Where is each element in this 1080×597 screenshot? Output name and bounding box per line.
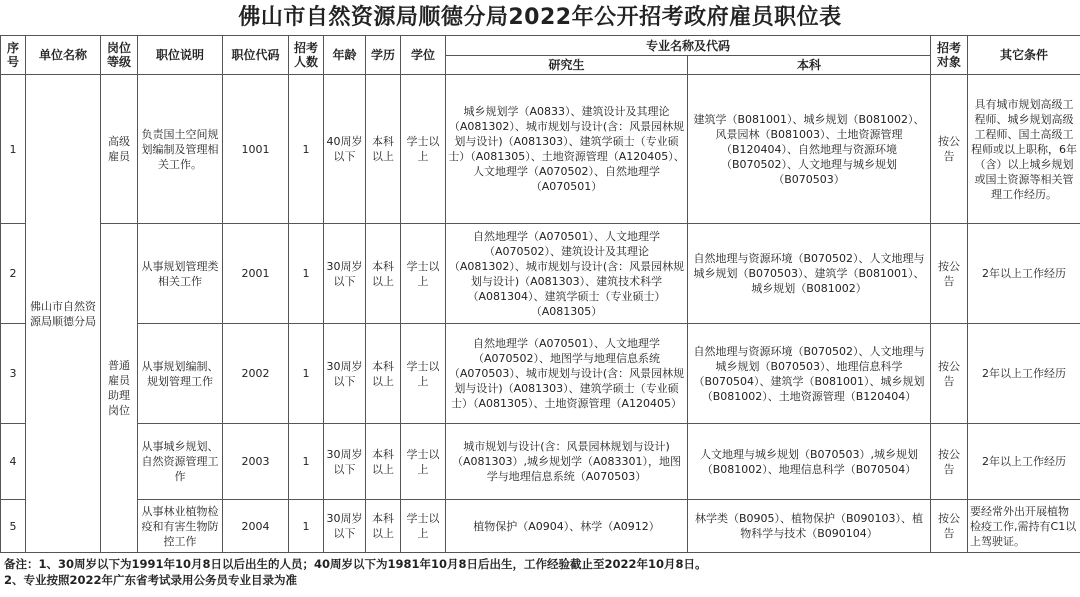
cell-other: 要经常外出开展植物检疫工作,需持有C1以上驾驶证。 <box>968 500 1080 553</box>
header-grad: 研究生 <box>446 56 688 75</box>
cell-grad: 城乡规划学（A0833）、建筑设计及其理论（A081302）、城市规划与设计(含：风景园林规划与设计)（A081303）、建筑学硕士（专业硕士）（A081305）、土地资源管理（A120405）、人文地理学（A070502）、自然地理学（A070501） <box>446 75 688 224</box>
cell-age: 40周岁以下 <box>324 75 366 224</box>
cell-desc: 从事林业植物检疫和有害生物防控工作 <box>138 500 223 553</box>
cell-degree: 学士以上 <box>401 424 446 500</box>
header-major: 专业名称及代码 <box>446 36 931 56</box>
cell-target: 按公告 <box>931 75 968 224</box>
cell-degree: 学士以上 <box>401 224 446 324</box>
cell-grad: 城市规划与设计(含：风景园林规划与设计)（A081303）,城乡规划学（A083301），地图学与地理信息系统（A070503） <box>446 424 688 500</box>
header-age: 年龄 <box>324 36 366 75</box>
header-count: 招考人数 <box>289 36 324 75</box>
table-row <box>1 75 1080 224</box>
table-row <box>1 424 1080 500</box>
cell-seq: 2 <box>1 224 26 324</box>
cell-unit: 佛山市自然资源局顺德分局 <box>26 75 101 553</box>
cell-age: 30周岁以下 <box>324 324 366 424</box>
cell-other: 2年以上工作经历 <box>968 324 1080 424</box>
cell-undergrad: 林学类（B0905）、植物保护（B090103）、植物科学与技术（B090104） <box>688 500 931 553</box>
cell-other: 2年以上工作经历 <box>968 224 1080 324</box>
note-line: 备注：1、30周岁以下为1991年10月8日以后出生的人员；40周岁以下为1981年10月8日后出生，工作经验截止至2022年10月8日。 <box>4 557 707 571</box>
cell-target: 按公告 <box>931 424 968 500</box>
cell-desc: 从事规划管理类相关工作 <box>138 224 223 324</box>
cell-count: 1 <box>289 324 324 424</box>
header-seq: 序号 <box>1 36 26 75</box>
cell-code: 1001 <box>223 75 289 224</box>
cell-code: 2004 <box>223 500 289 553</box>
note-line: 2、专业按照2022年广东省考试录用公务员专业目录为准 <box>4 573 298 587</box>
header-level: 岗位等级 <box>101 36 138 75</box>
cell-undergrad: 自然地理与资源环境（B070502）、人文地理与城乡规划（B070503）、建筑学（B081001）、城乡规划（B081002） <box>688 224 931 324</box>
cell-grad: 自然地理学（A070501）、人文地理学（A070502）、建筑设计及其理论（A081302）、城市规划与设计(含：风景园林规划与设计)（A081303）、建筑技术科学（A081304）、建筑学硕士（专业硕士）（A081305） <box>446 224 688 324</box>
cell-edu: 本科以上 <box>366 324 401 424</box>
cell-grad: 自然地理学（A070501）、人文地理学（A070502）、地图学与地理信息系统（A070503）、城市规划与设计(含：风景园林规划与设计)（A081303）、建筑学硕士（专业硕士）（A081305）、土地资源管理（A120405） <box>446 324 688 424</box>
cell-degree: 学士以上 <box>401 75 446 224</box>
cell-target: 按公告 <box>931 500 968 553</box>
cell-age: 30周岁以下 <box>324 500 366 553</box>
cell-degree: 学士以上 <box>401 324 446 424</box>
cell-desc: 从事城乡规划、自然资源管理工作 <box>138 424 223 500</box>
cell-level: 普通雇员助理岗位 <box>101 224 138 553</box>
cell-target: 按公告 <box>931 324 968 424</box>
table-row <box>1 224 1080 324</box>
cell-edu: 本科以上 <box>366 75 401 224</box>
header-code: 职位代码 <box>223 36 289 75</box>
header-degree: 学位 <box>401 36 446 75</box>
header-target: 招考对象 <box>931 36 968 75</box>
cell-seq: 5 <box>1 500 26 553</box>
cell-count: 1 <box>289 424 324 500</box>
page-title: 佛山市自然资源局顺德分局2022年公开招考政府雇员职位表 <box>238 5 842 30</box>
cell-seq: 1 <box>1 75 26 224</box>
cell-level: 高级雇员 <box>101 75 138 224</box>
positions-table <box>0 35 1080 553</box>
header-undergrad: 本科 <box>688 56 931 75</box>
cell-age: 30周岁以下 <box>324 424 366 500</box>
cell-count: 1 <box>289 224 324 324</box>
cell-age: 30周岁以下 <box>324 224 366 324</box>
cell-edu: 本科以上 <box>366 224 401 324</box>
header-desc: 职位说明 <box>138 36 223 75</box>
cell-grad: 植物保护（A0904）、林学（A0912） <box>446 500 688 553</box>
cell-undergrad: 建筑学（B081001）、城乡规划（B081002）、风景园林（B081003）、土地资源管理（B120404）、自然地理与资源环境（B070502）、人文地理与城乡规划（B070503） <box>688 75 931 224</box>
header-other: 其它条件 <box>968 36 1080 75</box>
cell-seq: 3 <box>1 324 26 424</box>
cell-edu: 本科以上 <box>366 424 401 500</box>
cell-seq: 4 <box>1 424 26 500</box>
table-row <box>1 500 1080 553</box>
cell-target: 按公告 <box>931 224 968 324</box>
table-row <box>1 324 1080 424</box>
cell-degree: 学士以上 <box>401 500 446 553</box>
cell-undergrad: 自然地理与资源环境（B070502）、人文地理与城乡规划（B070503）、地理信息科学（B070504）、建筑学（B081001）、城乡规划（B081002）、土地资源管理（B120404） <box>688 324 931 424</box>
cell-count: 1 <box>289 75 324 224</box>
cell-code: 2002 <box>223 324 289 424</box>
cell-count: 1 <box>289 500 324 553</box>
notes <box>0 553 1080 591</box>
cell-other: 2年以上工作经历 <box>968 424 1080 500</box>
cell-edu: 本科以上 <box>366 500 401 553</box>
cell-desc: 负责国土空间规划编制及管理相关工作。 <box>138 75 223 224</box>
header-unit: 单位名称 <box>26 36 101 75</box>
cell-code: 2001 <box>223 224 289 324</box>
cell-other: 具有城市规划高级工程师、城乡规划高级工程师、国土高级工程师或以上职称，6年（含）以上城乡规划或国土资源等相关管理工作经历。 <box>968 75 1080 224</box>
cell-undergrad: 人文地理与城乡规划（B070503）,城乡规划（B081002）、地理信息科学（B070504） <box>688 424 931 500</box>
header-edu: 学历 <box>366 36 401 75</box>
cell-code: 2003 <box>223 424 289 500</box>
cell-desc: 从事规划编制、规划管理工作 <box>138 324 223 424</box>
